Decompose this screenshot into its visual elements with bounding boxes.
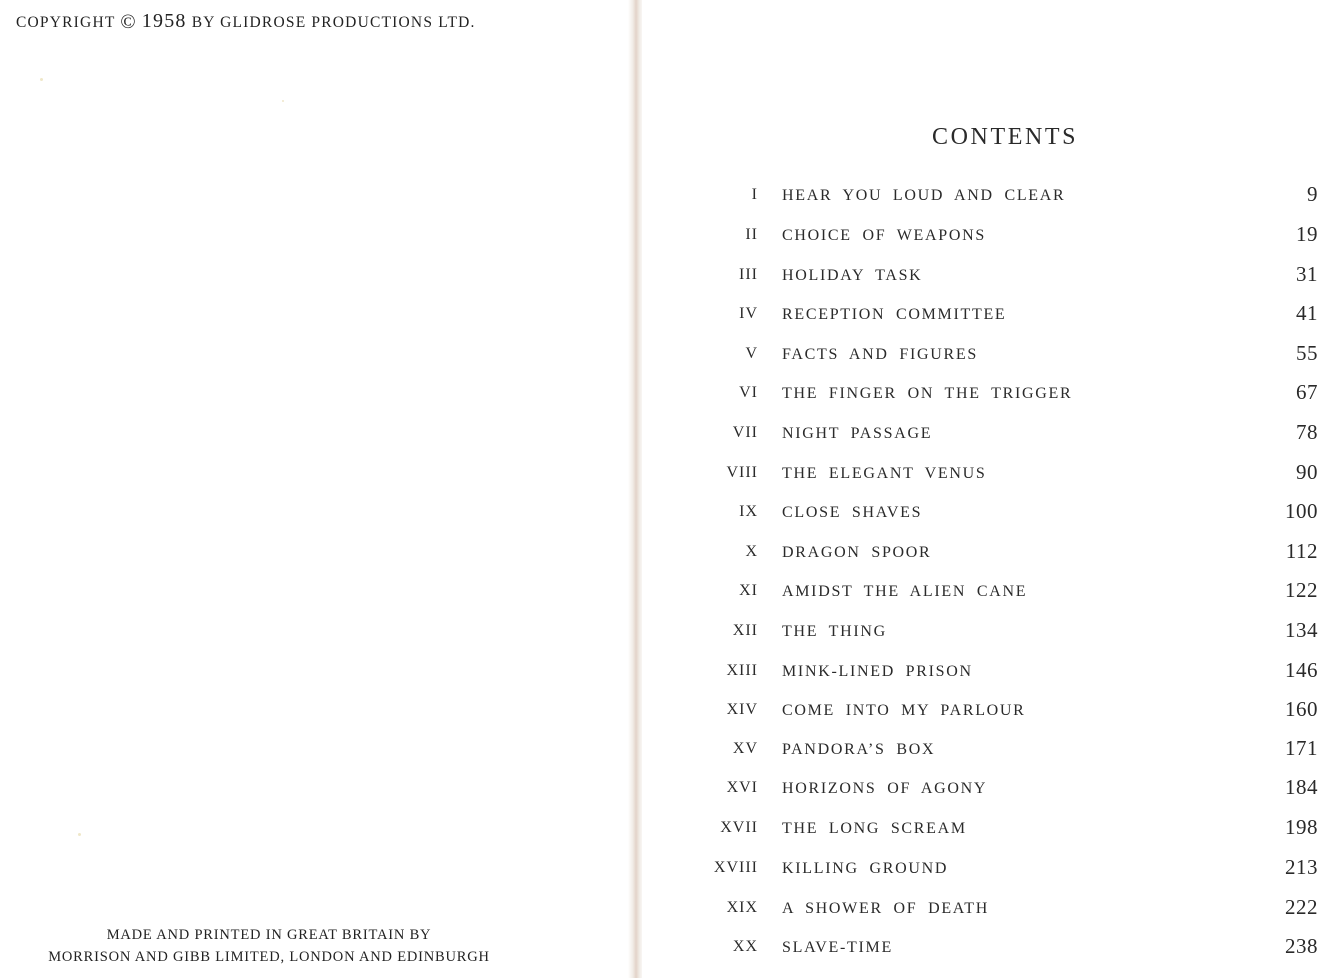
- chapter-title: NIGHT PASSAGE: [782, 425, 933, 442]
- chapter-number: VI: [739, 384, 758, 401]
- chapter-page: 9: [1307, 182, 1318, 206]
- chapter-title: THE THING: [782, 623, 887, 640]
- copyright-word: COPYRIGHT: [16, 14, 116, 31]
- printer-line-1: MADE AND PRINTED IN GREAT BRITAIN BY: [106, 927, 432, 943]
- chapter-number: XIII: [726, 662, 758, 679]
- printer-line-2: MORRISON AND GIBB LIMITED, LONDON AND EDINBURGH: [48, 949, 490, 965]
- toc-row: [700, 420, 1324, 454]
- chapter-page: 213: [1285, 855, 1318, 879]
- chapter-title: SLAVE-TIME: [782, 939, 893, 956]
- chapter-page: 67: [1296, 380, 1318, 404]
- chapter-number: IV: [739, 305, 758, 322]
- chapter-title: MINK-LINED PRISON: [782, 663, 973, 680]
- copyright-year: 1958: [141, 10, 187, 32]
- chapter-page: 160: [1285, 697, 1318, 721]
- chapter-page: 171: [1285, 736, 1318, 760]
- toc-row: [700, 697, 1324, 731]
- left-page: [0, 0, 632, 978]
- chapter-title: DRAGON SPOOR: [782, 544, 932, 561]
- chapter-page: 78: [1296, 420, 1318, 444]
- chapter-page: 55: [1296, 341, 1318, 365]
- chapter-number: XIV: [726, 701, 758, 718]
- toc-row: [700, 499, 1324, 533]
- chapter-number: V: [745, 345, 758, 362]
- chapter-title: CHOICE OF WEAPONS: [782, 227, 986, 244]
- toc-row: [700, 262, 1324, 296]
- toc-row: [700, 539, 1324, 573]
- chapter-number: XVIII: [713, 859, 758, 876]
- chapter-number: XII: [732, 622, 758, 639]
- paper-speck: [40, 78, 43, 81]
- chapter-page: 238: [1285, 934, 1318, 958]
- toc-row: [700, 815, 1324, 849]
- toc-row: [700, 736, 1324, 770]
- paper-speck: [282, 100, 284, 102]
- chapter-page: 184: [1285, 775, 1318, 799]
- toc-row: [700, 460, 1324, 494]
- chapter-title: RECEPTION COMMITTEE: [782, 306, 1007, 323]
- chapter-page: 222: [1285, 895, 1318, 919]
- chapter-page: 134: [1285, 618, 1318, 642]
- chapter-page: 122: [1285, 578, 1318, 602]
- chapter-title: THE LONG SCREAM: [782, 820, 967, 837]
- chapter-title: COME INTO MY PARLOUR: [782, 702, 1026, 719]
- chapter-page: 100: [1285, 499, 1318, 523]
- toc-row: [700, 775, 1324, 809]
- chapter-number: XX: [732, 938, 758, 955]
- chapter-number: XIX: [726, 899, 758, 916]
- chapter-title: HOLIDAY TASK: [782, 267, 923, 284]
- toc-row: [700, 618, 1324, 652]
- toc-row: [700, 301, 1324, 335]
- chapter-number: XVI: [726, 779, 758, 796]
- toc-row: [700, 855, 1324, 889]
- chapter-page: 41: [1296, 301, 1318, 325]
- toc-row: [700, 658, 1324, 692]
- chapter-title: FACTS AND FIGURES: [782, 346, 978, 363]
- chapter-number: IX: [739, 503, 758, 520]
- chapter-page: 90: [1296, 460, 1318, 484]
- toc-row: [700, 222, 1324, 256]
- paper-speck: [78, 833, 81, 836]
- copyright-line: [16, 10, 476, 34]
- chapter-page: 112: [1285, 539, 1318, 563]
- copyright-symbol: ©: [120, 11, 137, 33]
- chapter-number: XI: [739, 582, 758, 599]
- toc-row: [700, 895, 1324, 929]
- chapter-page: 146: [1285, 658, 1318, 682]
- chapter-title: A SHOWER OF DEATH: [782, 900, 990, 917]
- chapter-number: VII: [732, 424, 758, 441]
- chapter-number: XV: [732, 740, 758, 757]
- chapter-number: XVII: [720, 819, 758, 836]
- chapter-page: 31: [1296, 262, 1318, 286]
- contents-heading: CONTENTS: [932, 124, 1079, 150]
- chapter-number: X: [745, 543, 758, 560]
- toc-row: [700, 578, 1324, 612]
- chapter-title: THE ELEGANT VENUS: [782, 465, 987, 482]
- chapter-title: HORIZONS OF AGONY: [782, 780, 988, 797]
- chapter-number: III: [739, 266, 758, 283]
- toc-row: [700, 380, 1324, 414]
- chapter-title: AMIDST THE ALIEN CANE: [782, 583, 1028, 600]
- toc-row: [700, 182, 1324, 216]
- chapter-page: 198: [1285, 815, 1318, 839]
- copyright-holder: BY GLIDROSE PRODUCTIONS LTD.: [191, 14, 476, 31]
- chapter-title: THE FINGER ON THE TRIGGER: [782, 385, 1073, 402]
- chapter-number: I: [751, 186, 758, 203]
- chapter-number: VIII: [726, 464, 758, 481]
- chapter-title: KILLING GROUND: [782, 860, 949, 877]
- toc-row: [700, 934, 1324, 968]
- chapter-title: CLOSE SHAVES: [782, 504, 923, 521]
- printer-imprint: [16, 924, 522, 968]
- chapter-title: PANDORA’S BOX: [782, 741, 936, 758]
- chapter-number: II: [745, 226, 758, 243]
- chapter-title: HEAR YOU LOUD AND CLEAR: [782, 187, 1066, 204]
- chapter-page: 19: [1296, 222, 1318, 246]
- toc-row: [700, 341, 1324, 375]
